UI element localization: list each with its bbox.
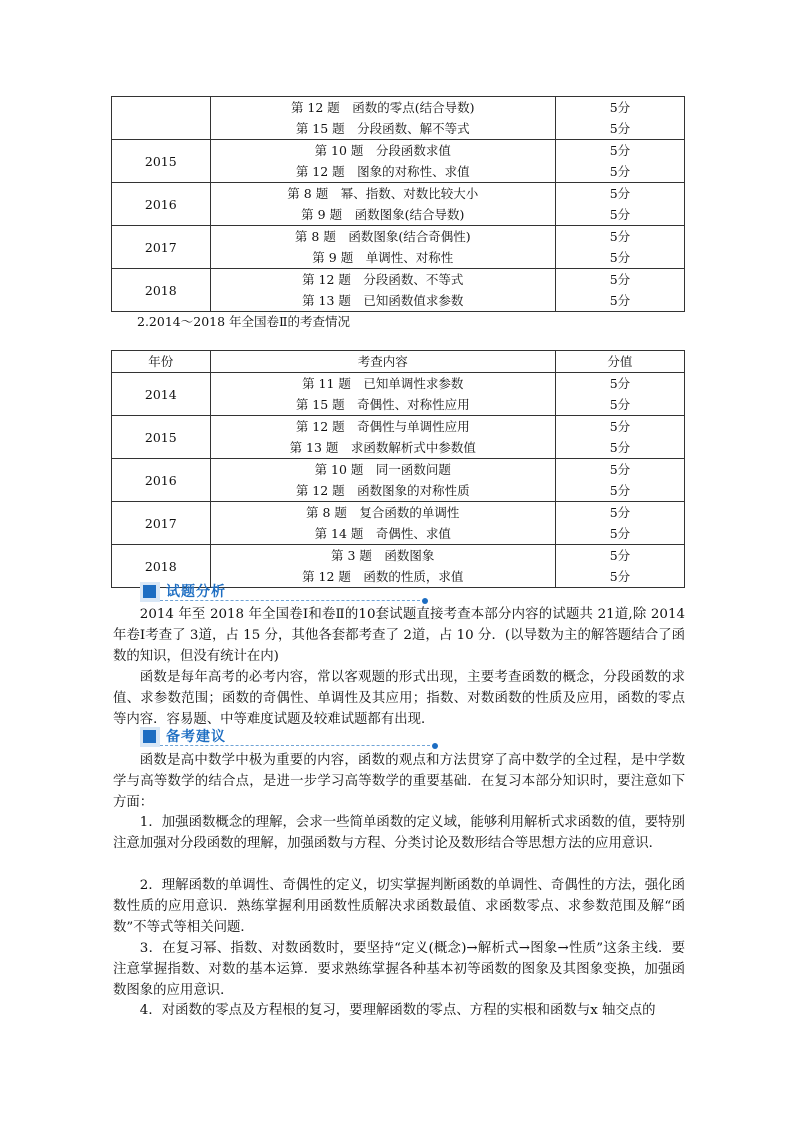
year-cell: 2018: [112, 545, 211, 588]
score-line: 5分: [609, 186, 631, 201]
dashed-divider: [160, 745, 430, 746]
content-line: 第 10 题 分段函数求值: [314, 143, 451, 158]
table-row: [112, 97, 685, 140]
table-row: [112, 373, 685, 416]
section-heading-suggestions: [140, 727, 440, 747]
table-row: [112, 502, 685, 545]
score-line: 5分: [609, 272, 631, 287]
score-cell: [555, 97, 684, 140]
year-cell: 2018: [112, 269, 211, 312]
paragraph: 4．对函数的零点及方程根的复习，要理解函数的零点、方程的实根和函数与x 轴交点的: [139, 1003, 656, 1018]
score-line: 5分: [609, 419, 631, 434]
score-cell: [555, 269, 684, 312]
score-line: 5分: [609, 250, 631, 265]
year-cell: 2015: [112, 140, 211, 183]
content-line: 第 8 题 复合函数的单调性: [306, 505, 460, 520]
header-content: 考查内容: [210, 351, 555, 373]
table-row: [112, 183, 685, 226]
content-cell: [210, 226, 555, 269]
header-score: 分值: [555, 351, 684, 373]
content-line: 第 12 题 函数图象的对称性质: [295, 483, 470, 498]
year-cell: 2016: [112, 459, 211, 502]
content-line: 第 11 题 已知单调性求参数: [302, 376, 464, 391]
year-cell: [112, 97, 211, 140]
table-row: [112, 269, 685, 312]
content-line: 第 8 题 幂、指数、对数比较大小: [287, 186, 479, 201]
score-cell: [555, 183, 684, 226]
content-line: 第 15 题 奇偶性、对称性应用: [295, 397, 470, 412]
content-line: 第 9 题 单调性、对称性: [312, 250, 454, 265]
section-title: 备考建议: [166, 729, 226, 745]
year-cell: 2017: [112, 226, 211, 269]
dot-icon: [432, 743, 438, 749]
content-cell: [210, 416, 555, 459]
table-row: [112, 459, 685, 502]
table-2-caption: 2.2014～2018 年全国卷Ⅱ的考查情况: [137, 314, 351, 329]
square-marker-icon: [143, 730, 156, 743]
content-line: 第 3 题 函数图象: [331, 548, 435, 563]
year-cell: 2016: [112, 183, 211, 226]
score-line: 5分: [609, 207, 631, 222]
section-heading-analysis: [140, 582, 430, 602]
content-line: 第 14 题 奇偶性、求值: [314, 526, 451, 541]
score-line: 5分: [609, 483, 631, 498]
header-year: 年份: [112, 351, 211, 373]
score-cell: [555, 502, 684, 545]
content-line: 第 15 题 分段函数、解不等式: [295, 121, 470, 136]
content-cell: [210, 269, 555, 312]
exam-table-2: [111, 350, 685, 588]
score-line: 5分: [609, 164, 631, 179]
content-line: 第 12 题 奇偶性与单调性应用: [295, 419, 470, 434]
content-line: 第 10 题 同一函数问题: [314, 462, 451, 477]
table-row: [112, 416, 685, 459]
paragraph: 函数是高中数学中极为重要的内容，函数的观点和方法贯穿了高中数学的全过程，是中学数学与高等数学的结合点，是进一步学习高等数学的重要基础．在复习本部分知识时，要注意如下方面：: [113, 753, 685, 811]
year-cell: 2014: [112, 373, 211, 416]
score-line: 5分: [609, 462, 631, 477]
table-row: [112, 140, 685, 183]
score-line: 5分: [609, 548, 631, 563]
exam-table-1: [111, 96, 685, 312]
score-line: 5分: [609, 376, 631, 391]
score-line: 5分: [609, 121, 631, 136]
score-line: 5分: [609, 293, 631, 308]
paragraph: 2．理解函数的单调性、奇偶性的定义，切实掌握判断函数的单调性、奇偶性的方法，强化函数性质的应用意识．熟练掌握利用函数性质解决求函数最值、求函数零点、求参数范围及解“函数”不等式等相关问题．: [113, 878, 685, 936]
score-line: 5分: [609, 505, 631, 520]
score-line: 5分: [609, 143, 631, 158]
content-cell: [210, 502, 555, 545]
score-cell: [555, 459, 684, 502]
content-line: 第 9 题 函数图象(结合导数): [301, 207, 465, 222]
content-cell: [210, 183, 555, 226]
content-line: 第 8 题 函数图象(结合奇偶性): [294, 229, 471, 244]
year-cell: 2017: [112, 502, 211, 545]
section-title: 试题分析: [166, 584, 226, 600]
paragraph: 1．加强函数概念的理解，会求一些简单函数的定义域，能够利用解析式求函数的值，要特别注意加强对分段函数的理解，加强函数与方程、分类讨论及数形结合等思想方法的应用意识．: [113, 815, 685, 852]
score-cell: [555, 416, 684, 459]
score-line: 5分: [609, 569, 631, 584]
content-line: 第 12 题 函数的性质，求值: [302, 569, 464, 584]
score-line: 5分: [609, 229, 631, 244]
score-cell: [555, 140, 684, 183]
score-cell: [555, 226, 684, 269]
score-line: 5分: [609, 397, 631, 412]
score-line: 5分: [609, 100, 631, 115]
content-line: 第 12 题 图象的对称性、求值: [295, 164, 470, 179]
score-cell: [555, 373, 684, 416]
paragraph: 2014 年至 2018 年全国卷Ⅰ和卷Ⅱ的10套试题直接考查本部分内容的试题共 21道,除 2014 年卷Ⅰ考查了 3道，占 15 分，其他各套都考查了 2道，占 10 分．(以导数为主的解答题结合了函数的知识，但没有统计在内): [113, 607, 685, 665]
score-line: 5分: [609, 526, 631, 541]
score-line: 5分: [609, 440, 631, 455]
content-line: 第 12 题 分段函数、不等式: [302, 272, 464, 287]
content-cell: [210, 459, 555, 502]
content-line: 第 13 题 已知函数值求参数: [302, 293, 464, 308]
content-cell: [210, 140, 555, 183]
content-cell: [210, 97, 555, 140]
year-cell: 2015: [112, 416, 211, 459]
paragraph: 函数是每年高考的必考内容，常以客观题的形式出现，主要考查函数的概念，分段函数的求值、求参数范围；函数的奇偶性、单调性及其应用；指数、对数函数的性质及应用，函数的零点等内容．容易题、中等难度试题及较难试题都有出现．: [113, 670, 685, 728]
dashed-divider: [160, 600, 420, 601]
score-cell: [555, 545, 684, 588]
content-cell: [210, 373, 555, 416]
square-marker-icon: [143, 585, 156, 598]
table-row: [112, 226, 685, 269]
paragraph: 3．在复习幂、指数、对数函数时，要坚持“定义(概念)→解析式→图象→性质”这条主线．要注意掌握指数、对数的基本运算．要求熟练掌握各种基本初等函数的图象及其图象变换，加强函数图象的应用意识．: [113, 941, 685, 999]
content-line: 第 13 题 求函数解析式中参数值: [289, 440, 476, 455]
table-header-row: [112, 351, 685, 373]
content-line: 第 12 题 函数的零点(结合导数): [290, 100, 475, 115]
